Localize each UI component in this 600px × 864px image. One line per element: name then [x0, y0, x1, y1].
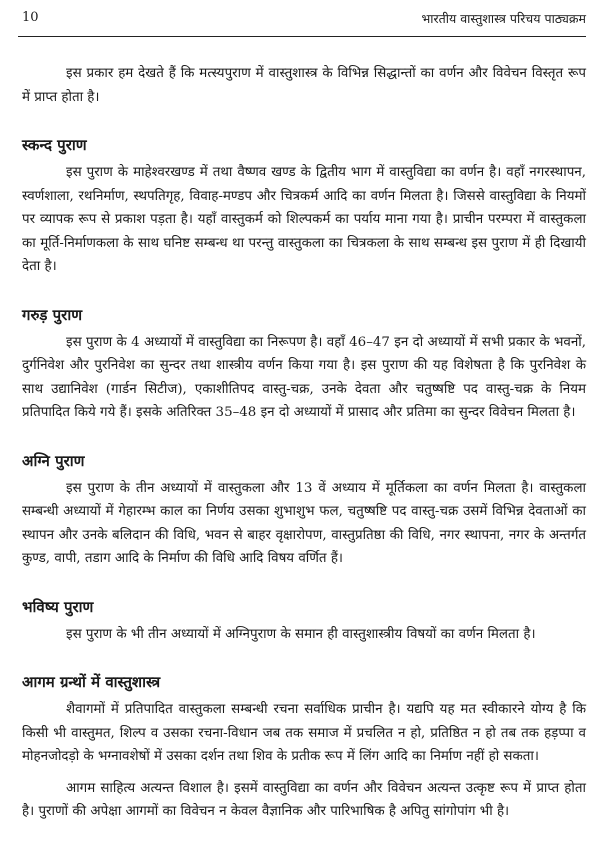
- intro-paragraph: इस प्रकार हम देखते हैं कि मत्स्यपुराण में वास्तुशास्त्र के विभिन्न सिद्धान्तों का वर्णन और विवेचन विस्तृत रूप में प्राप्त होता है।: [22, 66, 586, 105]
- section-heading-skanda-purana: स्कन्द पुराण: [22, 136, 87, 154]
- page-header: [22, 8, 586, 34]
- running-title: भारतीय वास्तुशास्त्र परिचय पाठ्यक्रम: [421, 11, 586, 26]
- page-body: [22, 62, 586, 824]
- section-heading-agni-purana: अग्नि पुराण: [22, 451, 85, 470]
- header-rule: [18, 36, 586, 37]
- section-heading-agama-vastushastra: आगम ग्रन्थों में वास्तुशास्त्र: [22, 673, 161, 691]
- agni-purana-paragraph: इस पुराण के तीन अध्यायों में वास्तुकला और 13 वें अध्याय में मूर्तिकला का वर्णन मिलता है। वास्तुकला सम्बन्धी अध्यायों में गेहारम्भ काल का निर्णय उसका शुभाशुभ फल, चतुष्षष्टि पद वास्तु-चक्र उसमें विभिन्न देवताओं का स्थापन और उनके बलिदान की विधि, भवन से बाहर वृक्षारोपण, वास्तुप्रतिष्ठा की विधि, नगर स्थापना, नगर के अन्तर्गत कुण्ड, वापी, तडाग आदि के निर्माण की विधि आदि विषय वर्णित हैं।: [22, 480, 586, 566]
- skanda-purana-paragraph: इस पुराण के माहेश्वरखण्ड में तथा वैष्णव खण्ड के द्वितीय भाग में वास्तुविद्या का वर्णन है। वहाँ नगरस्थापन, स्वर्णशाला, रथनिर्माण, स्थपतिगृह, विवाह-मण्डप और चित्रकर्म आदि का वर्णन मिलता है। जिससे वास्तुविद्या के नियमों पर व्यापक रूप से प्रकाश पड़ता है। यहाँ वास्तुकर्म को शिल्पकर्म का पर्याय माना गया है। प्राचीन परम्परा में वास्तुकला का मूर्ति-निर्माणकला के साथ घनिष्ट सम्बन्ध था परन्तु वास्तुकला का चित्रकला के साथ सम्बन्ध इस पुराण में ही दिखायी देता है।: [22, 165, 586, 274]
- bhavishya-purana-paragraph: इस पुराण के भी तीन अध्यायों में अग्निपुराण के समान ही वास्तुशास्त्रीय विषयों का वर्णन मिलता है।: [66, 626, 536, 642]
- section-heading-garuda-purana: गरुड़ पुराण: [22, 305, 83, 324]
- garuda-purana-paragraph: इस पुराण के 4 अध्यायों में वास्तुविद्या का निरूपण है। वहाँ 46–47 इन दो अध्यायों में सभी प्रकार के भवनों, दुर्गनिवेश और पुरनिवेश का सुन्दर तथा शास्त्रीय वर्णन किया गया है। इस पुराण की यह विशेषता है कि पुरनिवेश के साथ उद्यानिवेश (गार्डन सिटीज), एकाशीतिपद वास्तु-चक्र, उनके देवता और चतुष्षष्टि पद वास्तु-चक्र के नियम प्रतिपादित किये गये हैं। इसके अतिरिक्त 35–48 इन दो अध्यायों में प्रासाद और प्रतिमा का सुन्दर विवेचन मिलता है।: [22, 334, 586, 420]
- page-number: 10: [22, 10, 39, 25]
- agama-paragraph-2: आगम साहित्य अत्यन्त विशाल है। इसमें वास्तुविद्या का वर्णन और विवेचन अत्यन्त उत्कृष्ट रूप में प्राप्त होता है। पुराणों की अपेक्षा आगमों का विवेचन न केवल वैज्ञानिक और पारिभाषिक है अपितु सांगोपांग भी है।: [22, 780, 586, 819]
- section-heading-bhavishya-purana: भविष्य पुराण: [22, 597, 94, 616]
- agama-paragraph-1: शैवागमों में प्रतिपादित वास्तुकला सम्बन्धी रचना सर्वाधिक प्राचीन है। यद्यपि यह मत स्वीकारने योग्य है कि किसी भी वास्तुमत, शिल्प व उसका रचना-विधान जब तक समाज में प्रचलित न हो, प्रतिष्ठित न हो तब तक हड़प्पा व मोहनजोदड़ो के भग्नावशेषों में उसका दर्शन तथा शिव के प्रतीक रूप में लिंग आदि का निर्माण नहीं हो सकता।: [22, 702, 586, 764]
